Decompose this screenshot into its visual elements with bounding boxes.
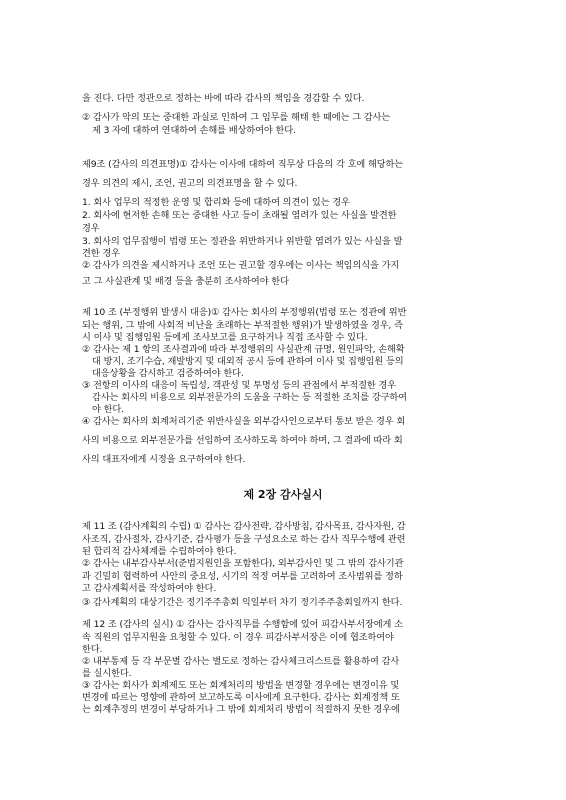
text-line: ③ 감사는 회사가 회계제도 또는 회계처리의 방법을 변경할 경우에는 변경이유 및 bbox=[82, 680, 400, 691]
text-line: ③ 감사계획의 대상기간은 정기주주총회 익일부터 차기 정기주주총회일까지 한다. bbox=[82, 597, 403, 608]
text-line: 변경에 따르는 영향에 관하여 보고하도록 이사에게 요구한다. 감사는 회계정책 또 bbox=[82, 692, 400, 703]
chapter-heading: 제 2장 감사실시 bbox=[243, 488, 323, 501]
text-line: 는 회계추정의 변경이 부당하거나 그 밖에 회계처리 방법이 적절하지 못한 경우에 bbox=[82, 704, 400, 715]
text-line: 고 그 사실관계 및 배경 등을 충분히 조사하여야 한다 bbox=[82, 276, 289, 287]
text-line: 사의 대표자에게 시정을 요구하여야 한다. bbox=[82, 454, 246, 465]
text-line: 1. 회사 업무의 적정한 운영 및 합리화 등에 대하여 의견이 있는 경우 bbox=[82, 197, 350, 208]
text-line: 경우 bbox=[82, 223, 100, 234]
text-line: 사의 비용으로 외부전문가를 선임하여 조사하도록 하여야 하며, 그 결과에 따라 회 bbox=[82, 435, 403, 446]
text-line: 과 긴밀히 협력하여 사안의 중요성, 시기의 적정 여부를 고려하여 조사범위를 정하 bbox=[82, 571, 403, 582]
text-line: 대 방지, 조기수습, 재발방지 및 대외적 공시 등에 관하여 이사 및 집행임원 등의 bbox=[92, 356, 404, 367]
text-line: 를 실시한다. bbox=[82, 668, 132, 679]
text-line: 야 한다. bbox=[92, 404, 124, 415]
text-line: 을 진다. 다만 정관으로 정하는 바에 따라 감사의 책임을 경감할 수 있다. bbox=[82, 93, 365, 104]
text-line: 한다. bbox=[82, 644, 103, 655]
text-line: 제 3 자에 대하여 연대하여 손해를 배상하여야 한다. bbox=[92, 125, 296, 136]
article-heading: 제 10 조 (부정행위 발생시 대응)① 감사는 회사의 부정행위(법령 또는 정관에 위반 bbox=[82, 307, 407, 318]
text-line: 된 합리적 감사체계를 수립하여야 한다. bbox=[82, 546, 237, 557]
article-heading: 제 12 조 (감사의 실시) ① 감사는 감사직무를 수행함에 있어 피감사부서장에게 소 bbox=[82, 619, 403, 630]
text-line: 사조직, 감사절차, 감사기준, 감사평가 등을 구성요소로 하는 감사 직무수행에 관련 bbox=[82, 534, 406, 545]
text-line: ② 감사가 의견을 제시하거나 조언 또는 권고할 경우에는 이사는 책임의식을 가지 bbox=[82, 260, 400, 271]
text-line: 대응상황을 감시하고 검증하여야 한다. bbox=[92, 368, 244, 379]
article-heading: 제 11 조 (감사계획의 수립) ① 감사는 감사전략, 감사방침, 감사목표, 감사자원, 감 bbox=[82, 521, 406, 532]
text-line: 견한 경우 bbox=[82, 248, 120, 259]
text-line: 3. 회사의 업무집행이 법령 또는 정관을 위반하거나 위반할 염려가 있는 사실을 발 bbox=[82, 236, 403, 247]
text-line: ③ 전항의 이사의 대응이 독립성, 객관성 및 투명성 등의 관점에서 부적절한 경우 bbox=[82, 380, 397, 391]
text-line: 시 이사 및 집행임원 등에게 조사보고를 요구하거나 직접 조사할 수 있다. bbox=[82, 332, 368, 343]
text-line: ② 감사는 제 1 항의 조사결과에 따라 부정행위의 사실관계 규명, 원인파악, 손해확 bbox=[82, 344, 405, 355]
text-line: ② 감사가 악의 또는 중대한 과실로 인하여 그 임무를 해태 한 때에는 그 감사는 bbox=[82, 112, 391, 123]
text-line: ② 감사는 내부감사부서(준법지원인을 포함한다), 외부감사인 및 그 밖의 감사기관 bbox=[82, 558, 404, 569]
text-line: 2. 회사에 현저한 손해 또는 중대한 사고 등이 초래될 염려가 있는 사실을 발견한 bbox=[82, 210, 397, 221]
article-heading: 제9조 (감사의 의견표명)① 감사는 이사에 대하여 직무상 다음의 각 호에 해당하는 bbox=[82, 159, 404, 170]
text-line: 경우 의견의 제시, 조언, 권고의 의견표명을 할 수 있다. bbox=[82, 178, 298, 189]
text-line: ④ 감사는 회사의 회계처리기준 위반사실을 외부감사인으로부터 통보 받은 경우 회 bbox=[82, 416, 406, 427]
text-line: 감사는 회사의 비용으로 외부전문가의 도움을 구하는 등 적절한 조치를 강구하여 bbox=[92, 392, 407, 403]
text-line: 고 감사계획서를 작성하여야 한다. bbox=[82, 583, 217, 594]
text-line: 되는 행위, 그 밖에 사회적 비난을 초래하는 부적절한 행위)가 발생하였을 경우, 즉 bbox=[82, 320, 403, 331]
text-line: ② 내부통제 등 각 부문별 감사는 별도로 정하는 감사체크리스트를 활용하여 감사 bbox=[82, 656, 400, 667]
text-line: 속 직원의 업무지원을 요청할 수 있다. 이 경우 피감사부서장은 이에 협조하여야 bbox=[82, 632, 394, 643]
